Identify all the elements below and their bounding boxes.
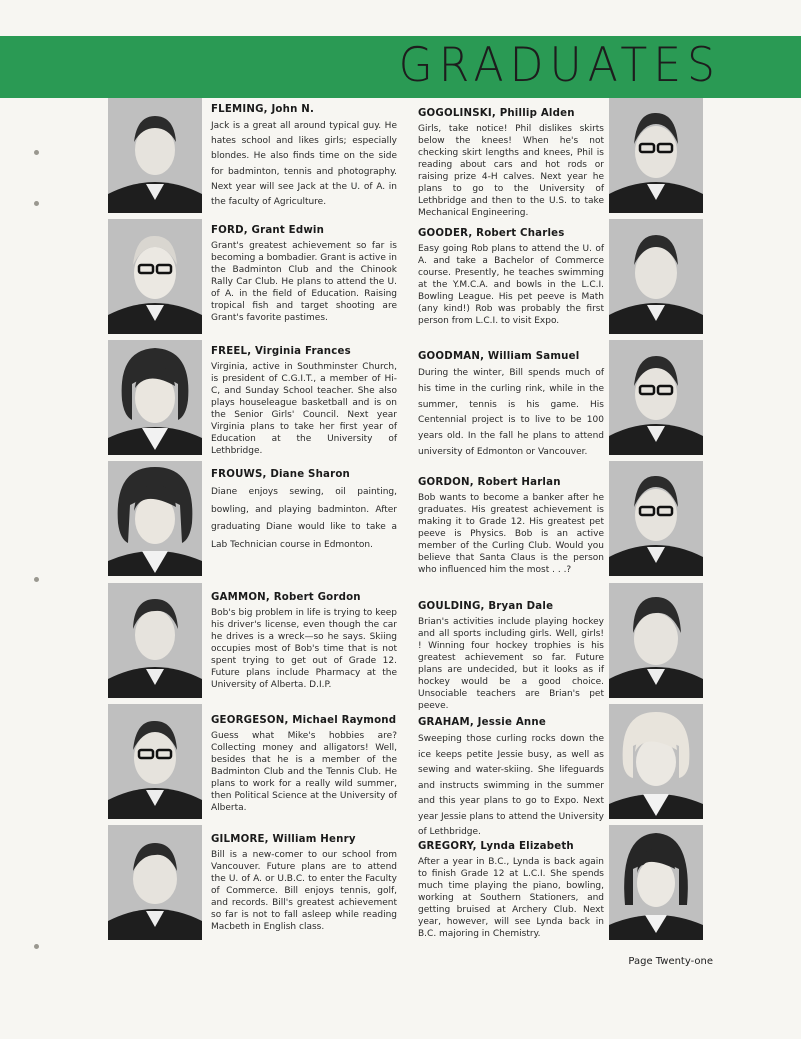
graduate-bio: Virginia, active in Southminster Church, is president of C.G.I.T., a member of Hi-C, and Sunday School teacher. She also plays houseleague basketball and is on the Senior Girls' Council. Next year Virginia plans to take her first year of Education at the University of Lethbridge. xyxy=(211,362,397,456)
graduate-bio: Bob's big problem in life is trying to keep his driver's license, even though the car he drives is a wreck—so he says. Skiing occupies most of Bob's time that is not spent trying to get out of Grade 12. Future plans include Pharmacy at the University of Alberta. D.I.P. xyxy=(211,608,397,690)
graduate-name: FORD, Grant Edwin xyxy=(211,225,325,236)
binder-hole xyxy=(34,150,39,155)
graduate-bio: Bill is a new-comer to our school from Vancouver. Future plans are to attend the U. of A. or U.B.C. to enter the Faculty of Commerce. Bill enjoys tennis, golf, and records. Bill's greatest achievement so far is not to fall asleep while reading Macbeth in English class. xyxy=(211,850,397,932)
binder-hole xyxy=(34,201,39,206)
graduate-name: GEORGESON, Michael Raymond xyxy=(211,715,397,726)
graduate-entry xyxy=(418,351,604,461)
graduate-name: GOODER, Robert Charles xyxy=(418,228,565,239)
graduate-entry xyxy=(418,841,604,940)
graduate-entry xyxy=(211,715,397,814)
portrait-photo xyxy=(609,98,703,213)
page-number: Page Twenty-one xyxy=(628,956,713,967)
portrait-photo xyxy=(609,583,703,698)
portrait-photo xyxy=(609,340,703,455)
binder-hole xyxy=(34,577,39,582)
graduate-bio: Brian's activities include playing hockey and all sports including girls. Well, girls! ! Winning four hockey trophies is his greatest achievement so far. Future plans are undecided, but it looks as if hockey would be a good choice. Unsociable teachers are Brian's pet peeve. xyxy=(418,617,604,711)
portrait-photo xyxy=(609,461,703,576)
portrait-photo xyxy=(108,461,202,576)
graduate-entry xyxy=(418,477,604,576)
graduate-name: FREEL, Virginia Frances xyxy=(211,346,351,357)
graduate-name: GOGOLINSKI, Phillip Alden xyxy=(418,108,575,119)
portrait-photo xyxy=(609,825,703,940)
graduate-name: GILMORE, William Henry xyxy=(211,834,356,845)
portrait-photo xyxy=(108,583,202,698)
portrait-photo xyxy=(108,825,202,940)
graduate-bio: Guess what Mike's hobbies are? Collecting money and alligators! Well, besides that he is a member of the Badminton Club and the Tennis Club. He plans to work for a really wild summer, then Political Science at the University of Alberta. xyxy=(211,731,397,813)
graduate-name: FLEMING, John N. xyxy=(211,104,315,115)
graduate-entry xyxy=(211,592,397,691)
graduate-entry xyxy=(211,469,397,554)
graduate-bio: Girls, take notice! Phil dislikes skirts below the knees! When he's not checking skirt lengths and knees, Phil is reading about cars and hot rods or raising prize 4-H calves. Next year he plans to go to the University of Lethbridge and then to the U.S. to take Mechanical Engineering. xyxy=(418,124,604,218)
graduate-bio: Grant's greatest achievement so far is becoming a bombadier. Grant is active in the Badminton Club and the Chinook Rally Car Club. He plans to attend the U. of A. in the field of Education. Raising tropical fish and target shooting are Grant's favorite pastimes. xyxy=(211,241,397,323)
portrait-photo xyxy=(108,340,202,455)
graduate-name: GREGORY, Lynda Elizabeth xyxy=(418,841,574,852)
graduate-bio: Diane enjoys sewing, oil painting, bowling, and playing badminton. After graduating Diane would like to take a Lab Technician course in Edmonton. xyxy=(211,487,397,550)
graduate-entry xyxy=(418,717,604,841)
portrait-photo xyxy=(108,98,202,213)
portrait-photo xyxy=(108,219,202,334)
graduate-name: GAMMON, Robert Gordon xyxy=(211,592,361,603)
graduate-entry xyxy=(211,104,397,210)
graduate-bio: Bob wants to become a banker after he graduates. His greatest achievement is making it to Grade 12. His greatest pet peeve is Physics. Bob is an active member of the Curling Club. Would you believe that Santa Claus is the person who influenced him the most . . .? xyxy=(418,493,604,575)
graduate-name: GOULDING, Bryan Dale xyxy=(418,601,554,612)
graduate-bio: Sweeping those curling rocks down the ice keeps petite Jessie busy, as well as sewing and water-skiing. She lifeguards and instructs swimming in the summer and this year plans to go to Expo. Next year Jessie plans to attend the University of Lethbridge. xyxy=(418,734,604,837)
graduate-bio: Easy going Rob plans to attend the U. of A. and take a Bachelor of Commerce course. Presently, he teaches swimming at the Y.M.C.A. and bowls in the L.C.I. Bowling League. His pet peeve is Math (any kind!) Rob was probably the first person from L.C.I. to visit Expo. xyxy=(418,244,604,326)
portrait-photo xyxy=(609,704,703,819)
graduate-bio: Jack is a great all around typical guy. He hates school and likes girls; especially blondes. He also finds time on the side for badminton, tennis and photography. Next year will see Jack at the U. of A. in the faculty of Agriculture. xyxy=(211,121,397,208)
portrait-photo xyxy=(108,704,202,819)
graduate-entry xyxy=(211,346,397,457)
graduate-name: GRAHAM, Jessie Anne xyxy=(418,717,546,728)
page-title: GRADUATES xyxy=(398,37,721,94)
graduate-name: FROUWS, Diane Sharon xyxy=(211,469,350,480)
graduate-entry xyxy=(418,228,604,327)
graduate-name: GOODMAN, William Samuel xyxy=(418,351,580,362)
graduate-name: GORDON, Robert Harlan xyxy=(418,477,561,488)
graduate-bio: During the winter, Bill spends much of his time in the curling rink, while in the summer, tennis is his game. His Centennial project is to live to be 100 years old. In the fall he plans to attend university of Edmonton or Vancouver. xyxy=(418,368,604,457)
graduate-bio: After a year in B.C., Lynda is back again to finish Grade 12 at L.C.I. She spends much time playing the piano, bowling, working at Southern Stationers, and getting bruised at Archery Club. Next year, however, will see Lynda back in B.C. majoring in Chemistry. xyxy=(418,857,604,939)
header-banner xyxy=(0,36,801,98)
portrait-photo xyxy=(609,219,703,334)
graduate-entry xyxy=(418,601,604,712)
graduate-entry xyxy=(418,108,604,219)
graduate-entry xyxy=(211,834,397,933)
binder-hole xyxy=(34,944,39,949)
graduate-entry xyxy=(211,225,397,324)
